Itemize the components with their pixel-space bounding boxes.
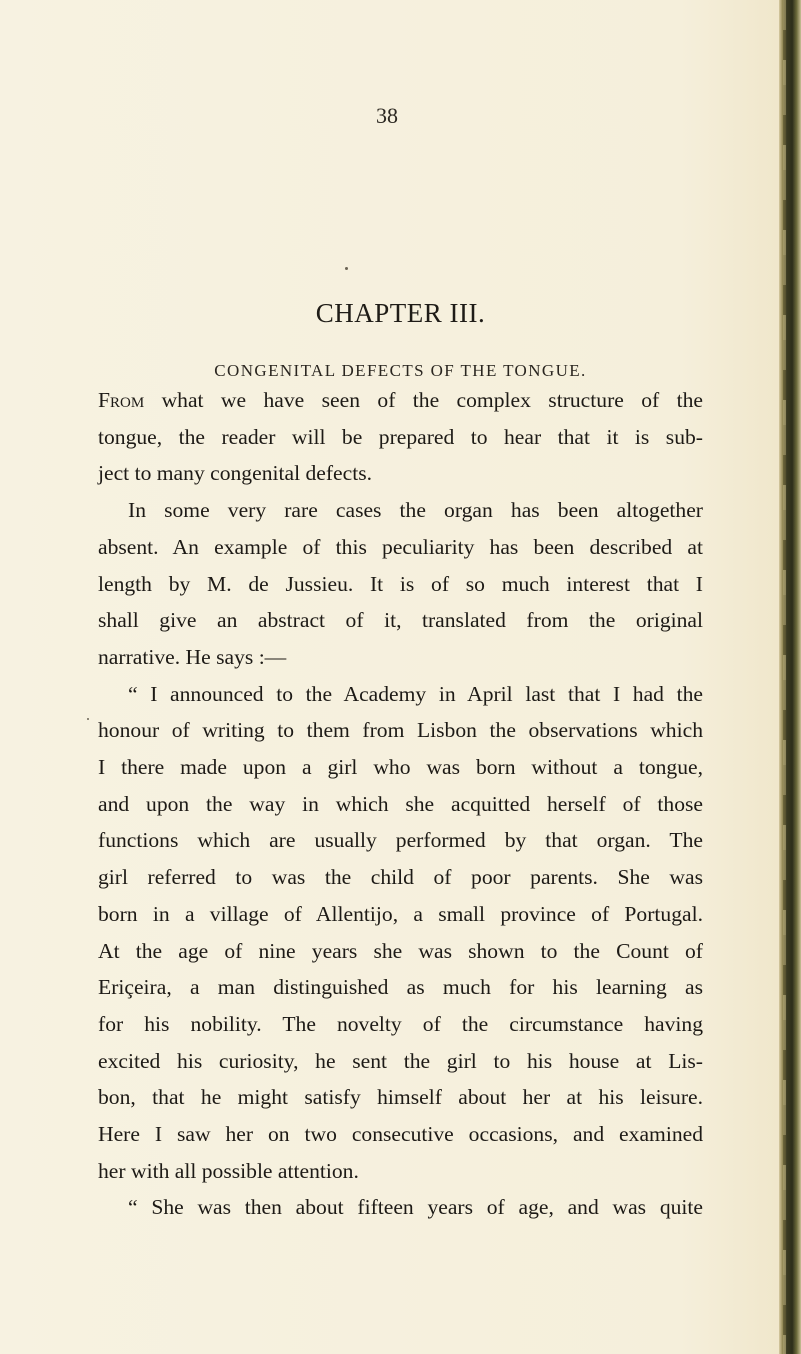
text-line: absent. An example of this peculiarity has been described at	[98, 534, 703, 559]
text-line: bon, that he might satisfy himself about her at his leisure.	[98, 1085, 703, 1110]
page-number: 38	[376, 103, 398, 128]
text-line: girl referred to was the child of poor parents. She was	[98, 865, 703, 890]
chapter-title: CHAPTER III.	[315, 298, 486, 328]
text-line: shall give an abstract of it, translated from the original	[98, 608, 703, 633]
text-line: narrative. He says :—	[98, 644, 287, 669]
text-line: tongue, the reader will be prepared to hear that it is sub-	[98, 424, 703, 449]
text-line: length by M. de Jussieu. It is of so much interest that I	[98, 571, 703, 596]
lead-word: From	[98, 388, 145, 412]
paper-speck	[87, 718, 89, 720]
text-line: I there made upon a girl who was born without a tongue,	[98, 755, 703, 780]
text-line: honour of writing to them from Lisbon the observations which	[98, 718, 703, 743]
text-line: From what we have seen of the complex structure of the	[98, 388, 703, 412]
text-line: “ I announced to the Academy in April last that I had the	[128, 681, 703, 706]
text-line: “ She was then about fifteen years of age, and was quite	[128, 1195, 703, 1220]
chapter-subtitle: CONGENITAL DEFECTS OF THE TONGUE.	[214, 361, 587, 380]
text-line: Here I saw her on two consecutive occasions, and examined	[98, 1122, 703, 1147]
text-line: born in a village of Allentijo, a small province of Portugal.	[98, 901, 703, 926]
text-line: excited his curiosity, he sent the girl to his house at Lis-	[98, 1048, 703, 1073]
text-line: functions which are usually performed by that organ. The	[98, 828, 703, 853]
body-text	[98, 382, 703, 1226]
page-edge-binding	[779, 0, 801, 1354]
paper-speck	[345, 267, 348, 270]
text-line: At the age of nine years she was shown to the Count of	[98, 938, 703, 963]
text-line: her with all possible attention.	[98, 1158, 359, 1183]
text-line: In some very rare cases the organ has been altogether	[128, 498, 703, 523]
text-line: Eriçeira, a man distinguished as much for his learning as	[98, 975, 703, 1000]
text-line: ject to many congenital defects.	[98, 461, 373, 486]
text-line: for his nobility. The novelty of the circumstance having	[98, 1011, 703, 1036]
text-line: and upon the way in which she acquitted herself of those	[98, 791, 703, 816]
